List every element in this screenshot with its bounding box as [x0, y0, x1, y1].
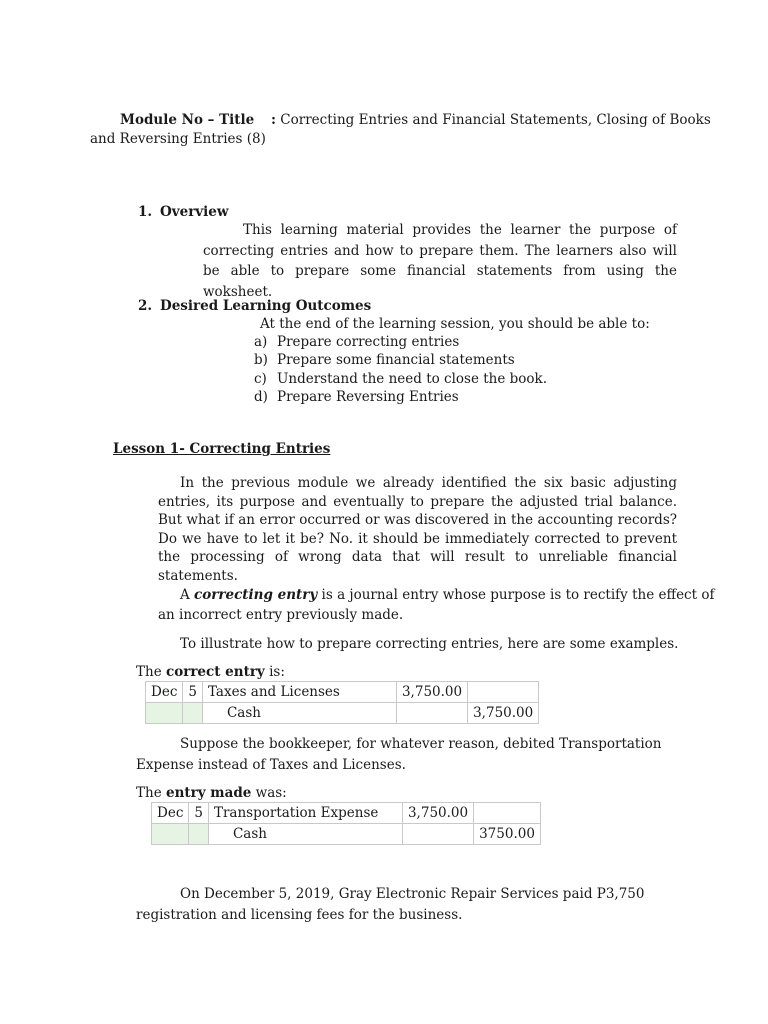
bookkeeper-error-line2: Expense instead of Taxes and Licenses. — [136, 757, 406, 773]
debit-amount-cell: 3,750.00 — [396, 682, 467, 703]
overview-number: 1. — [138, 204, 153, 220]
credit-amount-cell-empty — [468, 682, 539, 703]
table-row — [152, 824, 541, 845]
debit-amount-cell: 3,750.00 — [402, 803, 473, 824]
outcome-item: Prepare Reversing Entries — [277, 389, 459, 405]
credit-amount-cell: 3750.00 — [474, 824, 541, 845]
example-line1: On December 5, 2019, Gray Electronic Repair Services paid P3,750 — [180, 886, 645, 902]
table-row — [152, 803, 541, 824]
correct-entry-caption: The correct entry is: — [136, 664, 285, 680]
entry-made-caption: The entry made was: — [136, 785, 287, 801]
day-cell: 5 — [183, 682, 203, 703]
credit-amount-cell: 3,750.00 — [468, 703, 539, 724]
outcomes-heading: Desired Learning Outcomes — [160, 298, 372, 314]
outcome-item: Prepare some financial statements — [277, 352, 515, 368]
example-line2: registration and licensing fees for the business. — [136, 907, 463, 923]
correcting-entry-definition-line2: an incorrect entry previously made. — [158, 607, 404, 623]
day-cell: 5 — [189, 803, 209, 824]
module-label: Module No – Title — [120, 112, 255, 128]
outcome-item: Prepare correcting entries — [277, 334, 460, 350]
lesson-heading: Lesson 1- Correcting Entries — [113, 441, 331, 457]
bookkeeper-error-line1: Suppose the bookkeeper, for whatever reason, debited Transportation — [180, 736, 662, 752]
outcome-marker: c) — [254, 371, 267, 387]
module-title-line1: : Correcting Entries and Financial Statements, Closing of Books — [271, 112, 711, 128]
illustration-intro: To illustrate how to prepare correcting entries, here are some examples. — [180, 636, 679, 652]
outcome-item: Understand the need to close the book. — [277, 371, 548, 387]
debit-account-cell: Transportation Expense — [208, 803, 402, 824]
correcting-entry-definition-line1: A correcting entry is a journal entry whose purpose is to rectify the effect of — [180, 587, 715, 603]
outcomes-intro: At the end of the learning session, you should be able to: — [260, 316, 650, 332]
month-cell — [146, 703, 183, 724]
day-cell — [183, 703, 203, 724]
outcomes-number: 2. — [138, 298, 153, 314]
debit-amount-cell-empty — [402, 824, 473, 845]
month-cell: Dec — [146, 682, 183, 703]
month-cell — [152, 824, 189, 845]
outcome-marker: b) — [254, 352, 268, 368]
outcome-marker: d) — [254, 389, 268, 405]
table-row — [146, 682, 539, 703]
correct-entry-table — [145, 681, 539, 724]
lesson-paragraph-1: In the previous module we already identified the six basic adjusting entries, its purpose and eventually to prepare the adjusted trial balance. But what if an error occurred or was discovered in the accounting records? Do we have to let it be? No. it should be immediately corrected to prevent the processing of wrong data that will result to unreliable financial statements. — [158, 475, 677, 584]
debit-account-cell: Taxes and Licenses — [202, 682, 396, 703]
entry-made-table — [151, 802, 541, 845]
outcome-marker: a) — [254, 334, 268, 350]
overview-heading: Overview — [160, 204, 229, 220]
credit-amount-cell-empty — [474, 803, 541, 824]
day-cell — [189, 824, 209, 845]
module-title-line2: and Reversing Entries (8) — [90, 131, 266, 147]
overview-paragraph: This learning material provides the learner the purpose of correcting entries and how to prepare them. The learners also will be able to prepare some financial statements from using the woksheet. — [203, 222, 677, 300]
month-cell: Dec — [152, 803, 189, 824]
credit-account-cell: Cash — [202, 703, 396, 724]
table-row — [146, 703, 539, 724]
debit-amount-cell-empty — [396, 703, 467, 724]
credit-account-cell: Cash — [208, 824, 402, 845]
